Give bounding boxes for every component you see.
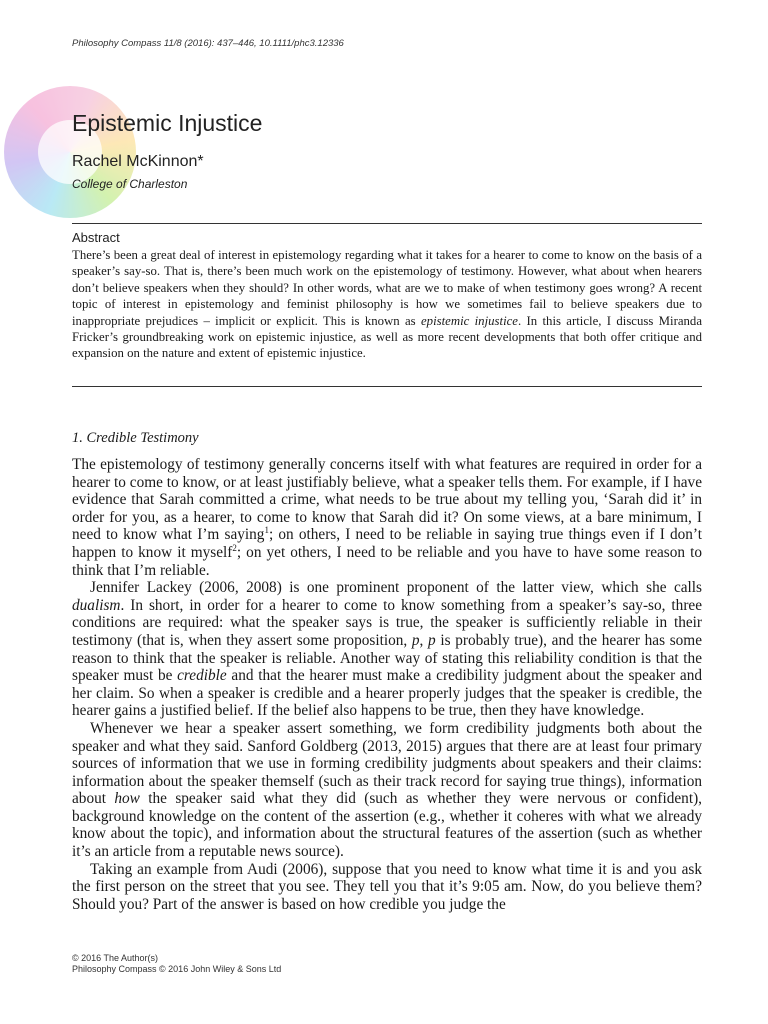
journal-reference: Philosophy Compass 11/8 (2016): 437–446, 10.1111/phc3.12336 (72, 38, 344, 49)
body-text (72, 456, 702, 913)
abstract-heading: Abstract (72, 230, 120, 245)
footer (72, 953, 281, 975)
author-name: Rachel McKinnon* (72, 153, 204, 170)
paragraph-2: Jennifer Lackey (2006, 2008) is one prominent proponent of the latter view, which she calls dualism. In short, in order for a hearer to come to know something from a speaker’s say-so, three conditions are required: what the speaker says is true, the speaker is sufficiently reliable in their testimony (that is, when they assert some proposition, p, p is probably true), and the hearer has some reason to think that the speaker is reliable. Another way of stating this reliability condition is that the speaker must be credible and that the hearer must make a credibility judgment about the speaker and her claim. So when a speaker is credible and a hearer properly judges that the speaker is credible, the hearer gains a justified belief. If the belief also happens to be true, then they have knowledge. (72, 579, 703, 720)
section-heading: 1. Credible Testimony (72, 430, 199, 446)
footnote-ref-2[interactable]: 2 (232, 542, 237, 553)
abstract-top-rule (72, 223, 702, 224)
author-affiliation: College of Charleston (72, 177, 188, 191)
paragraph-1: The epistemology of testimony generally concerns itself with what features are required in order for a hearer to come to know, or at least justifiably believe, what a speaker tells them. For example, if I have evidence that Sarah committed a crime, what needs to be true about my telling you, ‘Sarah did it’ in order for you, as a hearer, to come to know that Sarah did it? On some views, at a bare minimum, I need to know what I’m saying$^1$; on others, I need to be reliable in saying true things even if I don’t happen to know it myself$^2$; on yet others, I need to be reliable and you have to have some reason to think that I’m reliable. (72, 456, 702, 579)
abstract-bottom-rule (72, 386, 702, 387)
publisher-line: Philosophy Compass © 2016 John Wiley & Sons Ltd (72, 964, 282, 974)
article-title: Epistemic Injustice (72, 110, 263, 136)
abstract-text: There’s been a great deal of interest in epistemology regarding what it takes for a hearer to come to know on the basis of a speaker’s say-so. That is, there’s been much work on the epistemology of testimony. However, what about when hearers don’t believe speakers when they should? In other words, what are we to make of when testimony goes wrong? A recent topic of interest in epistemology and feminist philosophy is how we sometimes fail to believe speakers due to inappropriate prejudices – implicit or explicit. This is known as epistemic injustice. In this article, I discuss Miranda Fricker’s groundbreaking work on epistemic injustice, as well as more recent developments that both offer critique and expansion on the nature and extent of epistemic injustice. (72, 248, 703, 361)
footnote-ref-1[interactable]: 1 (264, 525, 269, 536)
copyright-line: © 2016 The Author(s) (72, 953, 159, 963)
journal-logo-icon (4, 86, 136, 218)
paragraph-3: Whenever we hear a speaker assert something, we form credibility judgments both about the speaker and what they said. Sanford Goldberg (2013, 2015) argues that there are at least four primary sources of information that we use in forming credibility judgments about speakers and their claims: information about the speaker themself (such as their track record for saying true things), information about how the speaker said what they did (such as whether they were nervous or confident), background knowledge on the content of the assertion (e.g., whether it coheres with what we already know about the topic), and information about the structural features of the assertion (such as whether it’s an article from a reputable news source). (72, 719, 702, 861)
paragraph-4: Taking an example from Audi (2006), suppose that you need to know what time it is and you ask the first person on the street that you see. They tell you that it’s 9:05 am. Now, do you believe them? Should you? Part of the answer is based on how credible you judge the (72, 860, 702, 913)
